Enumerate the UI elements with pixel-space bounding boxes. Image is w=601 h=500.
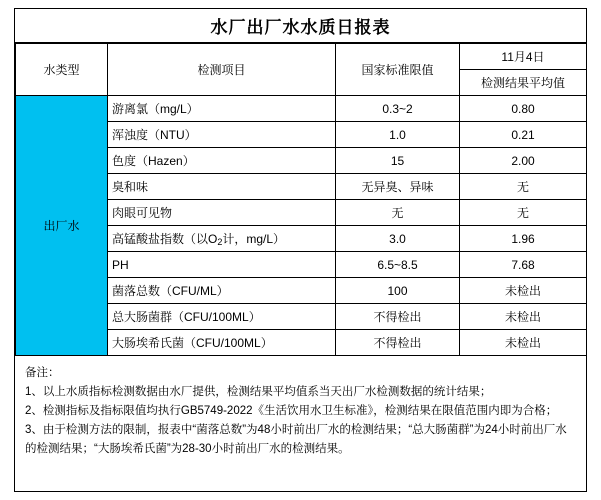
report-frame: [14, 8, 587, 492]
item-result: 未检出: [460, 304, 587, 330]
item-name: 肉眼可见物: [108, 200, 336, 226]
item-name-suffix: 计，mg/L）: [222, 232, 286, 246]
item-name: 游离氯（mg/L）: [108, 96, 336, 122]
water-quality-table: [15, 43, 587, 356]
header-date: 11月4日: [460, 44, 587, 70]
item-result: 无: [460, 200, 587, 226]
table-header-row: [16, 44, 587, 70]
item-name: 臭和味: [108, 174, 336, 200]
item-name: PH: [108, 252, 336, 278]
item-result: 7.68: [460, 252, 587, 278]
header-avg-result: 检测结果平均值: [460, 70, 587, 96]
item-limit: 1.0: [336, 122, 460, 148]
item-name: [108, 226, 336, 252]
item-limit: 不得检出: [336, 304, 460, 330]
notes-line-3: 3、由于检测方法的限制，报表中“菌落总数”为48小时前出厂水的检测结果；“总大肠菌群”为24小时前出厂水的检测结果；“大肠埃希氏菌”为28-30小时前出厂水的检测结果。: [25, 424, 567, 455]
item-name: 菌落总数（CFU/ML）: [108, 278, 336, 304]
item-limit: 0.3~2: [336, 96, 460, 122]
item-name-subscript: 2: [217, 237, 223, 247]
item-limit: 不得检出: [336, 330, 460, 356]
notes-line-2: 2、检测指标及指标限值均执行GB5749-2022《生活饮用水卫生标准》，检测结果在限值范围内即为合格；: [25, 405, 558, 417]
item-limit: 无: [336, 200, 460, 226]
item-limit: 15: [336, 148, 460, 174]
notes-line-1: 1、以上水质指标检测数据由水厂提供，检测结果平均值系当天出厂水检测数据的统计结果；: [25, 386, 492, 398]
item-limit: 100: [336, 278, 460, 304]
item-result: 0.21: [460, 122, 587, 148]
header-test-item: 检测项目: [108, 44, 336, 96]
item-name-prefix: 高锰酸盐指数（以O: [112, 232, 218, 246]
item-result: 无: [460, 174, 587, 200]
notes-section: [15, 356, 586, 459]
item-name: 色度（Hazen）: [108, 148, 336, 174]
item-result: 未检出: [460, 278, 587, 304]
notes-heading: 备注：: [25, 367, 60, 379]
item-limit: 6.5~8.5: [336, 252, 460, 278]
page-title: 水厂出厂水水质日报表: [210, 18, 391, 37]
water-type-cell: 出厂水: [16, 96, 108, 356]
header-national-limit: 国家标准限值: [336, 44, 460, 96]
item-result: 2.00: [460, 148, 587, 174]
item-limit: 无异臭、异味: [336, 174, 460, 200]
header-water-type: 水类型: [16, 44, 108, 96]
table-row: [16, 96, 587, 122]
item-name: 大肠埃希氏菌（CFU/100ML）: [108, 330, 336, 356]
report-title-row: [15, 9, 586, 43]
item-name: 总大肠菌群（CFU/100ML）: [108, 304, 336, 330]
item-result: 1.96: [460, 226, 587, 252]
item-result: 未检出: [460, 330, 587, 356]
item-limit: 3.0: [336, 226, 460, 252]
item-name: 浑浊度（NTU）: [108, 122, 336, 148]
item-result: 0.80: [460, 96, 587, 122]
